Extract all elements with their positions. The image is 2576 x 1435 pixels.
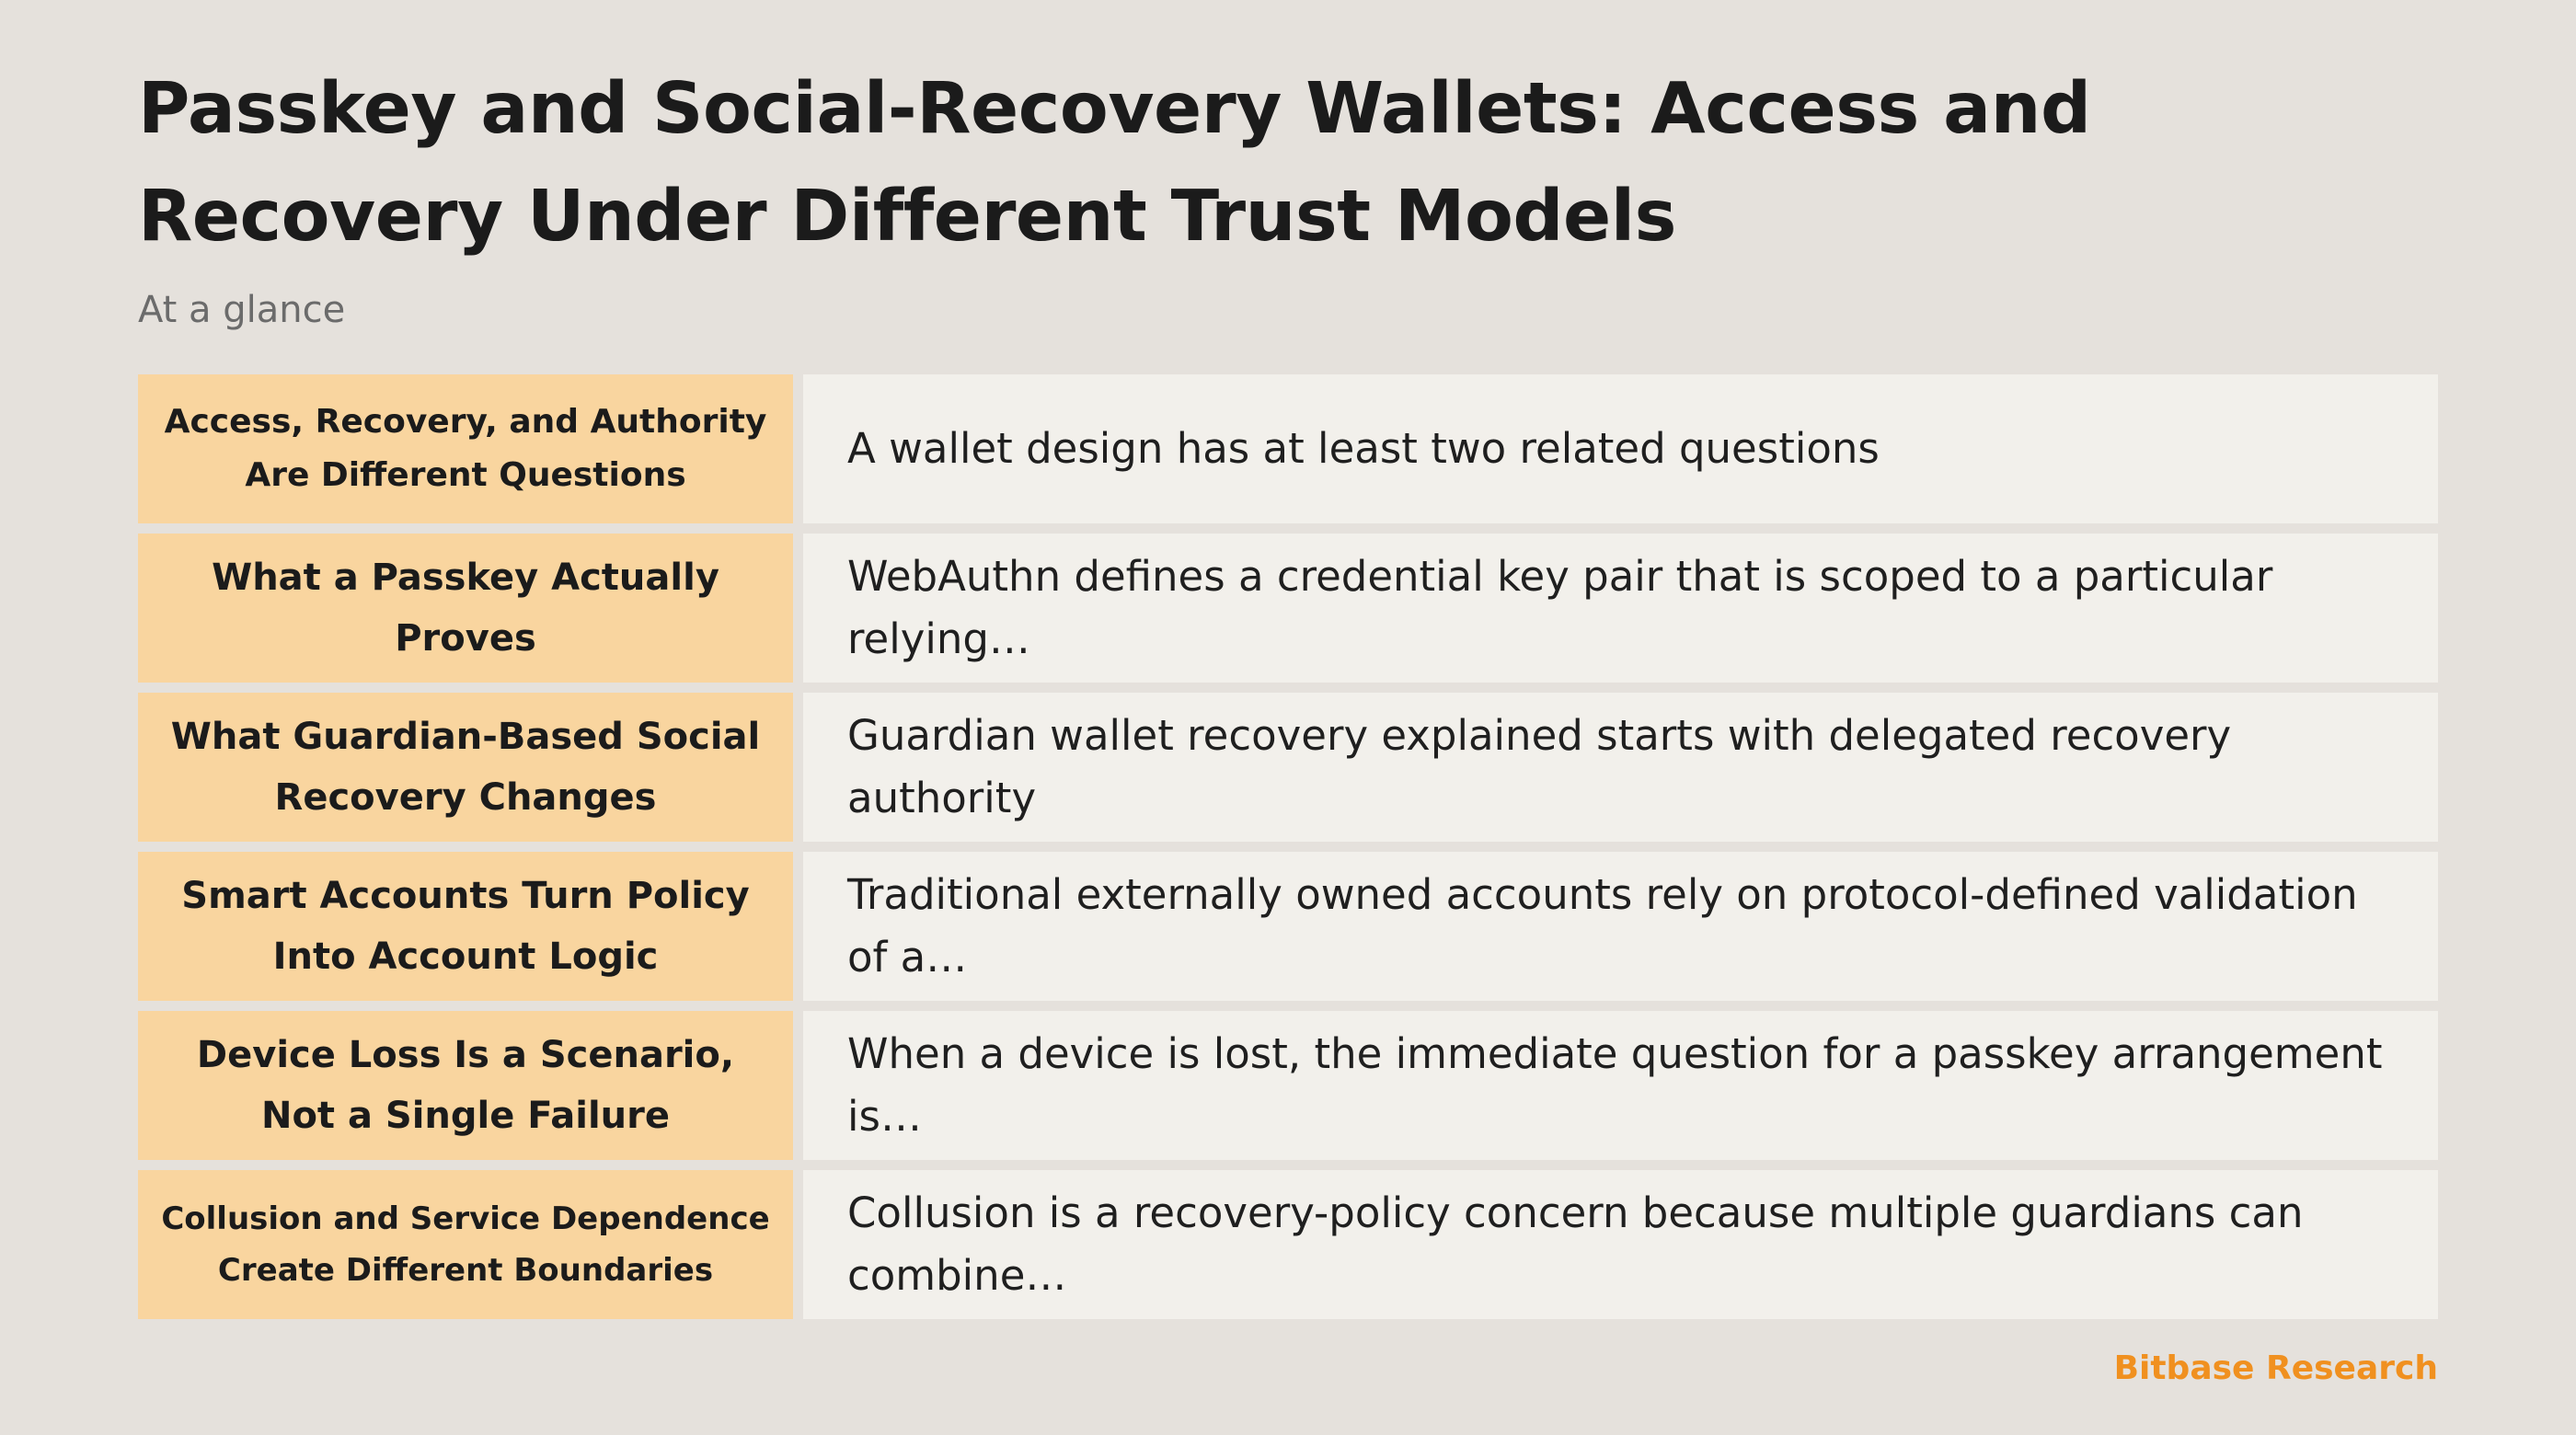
row-text [803,693,2438,842]
row-text-content: When a device is lost, the immediate question for a passkey arrangement is… [847,1029,2383,1141]
row-text [803,534,2438,683]
table-row [138,534,2438,683]
row-text [803,1011,2438,1160]
page-subtitle: At a glance [138,289,346,331]
row-text [803,852,2438,1001]
summary-table [138,374,2438,1329]
row-text-content: Traditional externally owned accounts rely on protocol-defined validation of a… [847,870,2358,982]
table-row [138,693,2438,842]
row-label: What a Passkey Actually Proves [138,534,793,683]
row-text [803,1170,2438,1319]
page-title: Passkey and Social-Recovery Wallets: Access and Recovery Under Different Trust Models [138,68,2091,258]
row-text-content: A wallet design has at least two related questions [847,424,1880,473]
row-label: Smart Accounts Turn Policy Into Account Logic [138,852,793,1001]
row-label: Access, Recovery, and Authority Are Different Questions [138,374,793,523]
brand-footer: Bitbase Research [2113,1349,2438,1387]
page [138,55,2438,1300]
row-text [803,374,2438,523]
table-row [138,852,2438,1001]
row-text-content: Guardian wallet recovery explained starts with delegated recovery authority [847,711,2232,822]
row-text-content: WebAuthn defines a credential key pair that is scoped to a particular relying… [847,552,2273,663]
table-row [138,1170,2438,1319]
table-row [138,374,2438,523]
row-label: Device Loss Is a Scenario, Not a Single Failure [138,1011,793,1160]
row-label: What Guardian-Based Social Recovery Changes [138,693,793,842]
row-label: Collusion and Service Dependence Create Different Boundaries [138,1170,793,1319]
row-text-content: Collusion is a recovery-policy concern because multiple guardians can combine… [847,1188,2304,1300]
table-row [138,1011,2438,1160]
